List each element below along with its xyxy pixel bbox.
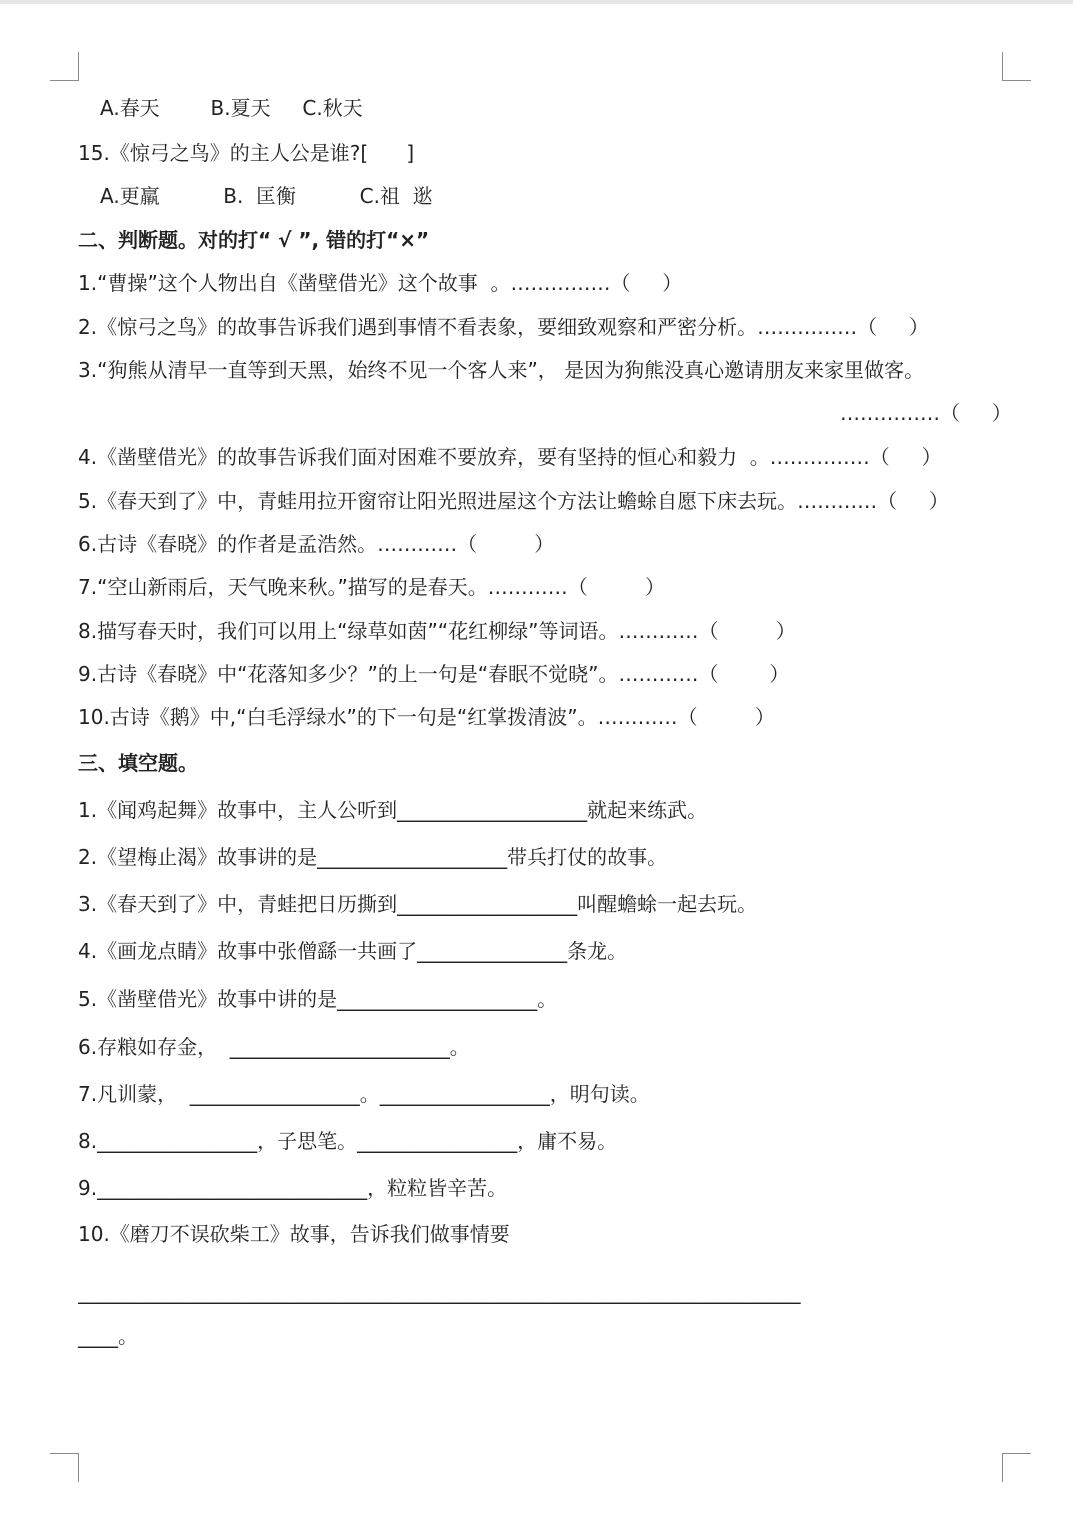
q15-question: 15.《惊弓之鸟》的主人公是谁?[ ] xyxy=(78,141,415,165)
fill-item-10: 10.《磨刀不误砍柴工》故事，告诉我们做事情要 xyxy=(78,1222,510,1246)
judge-item-1: 1.“曹操”这个人物出自《凿壁借光》这个故事 。……………（ ） xyxy=(78,271,683,295)
fill-item-4: 4.《画龙点睛》故事中张僧繇一共画了_______________条龙。 xyxy=(78,939,628,963)
fill-item-2: 2.《望梅止渴》故事讲的是___________________带兵打仗的故事。 xyxy=(78,845,668,869)
fill-item-5: 5.《凿壁借光》故事中讲的是____________________。 xyxy=(78,987,558,1011)
judge-item-10: 10.古诗《鹅》中,“白毛浮绿水”的下一句是“红掌拨清波”。…………（ ） xyxy=(78,705,775,729)
fill-item-8: 8.________________，子思笔。________________，庸不易。 xyxy=(78,1129,618,1153)
q15-options: A.更羸 B. 匡衡 C.祖 逖 xyxy=(100,184,433,208)
fill-item-10-answer-line: ____________________________________________________________________________ xyxy=(78,1280,800,1304)
fill-item-3: 3.《春天到了》中，青蛙把日历撕到__________________叫醒蟾蜍一起去玩。 xyxy=(78,892,758,916)
judge-item-3: 3.“狗熊从清早一直等到天黑，始终不见一个客人来”， 是因为狗熊没真心邀请朋友来家里做客。 xyxy=(78,358,925,382)
fill-item-10-answer-tail: ____。 xyxy=(78,1324,138,1348)
fill-item-7: 7.凡训蒙， _________________。_________________，明句读。 xyxy=(78,1082,650,1106)
fill-item-1: 1.《闻鸡起舞》故事中，主人公听到___________________就起来练武。 xyxy=(78,798,708,822)
crop-mark-bottom-right xyxy=(1002,1453,1031,1482)
judge-item-4: 4.《凿壁借光》的故事告诉我们面对困难不要放弃，要有坚持的恒心和毅力 。……………（ ） xyxy=(78,445,942,469)
section2-heading: 二、判断题。对的打“ √ ”, 错的打“×” xyxy=(78,228,430,252)
top-edge-bar xyxy=(0,0,1073,4)
crop-mark-top-right xyxy=(1002,52,1031,81)
judge-item-8: 8.描写春天时，我们可以用上“绿草如茵”“花红柳绿”等词语。…………（ ） xyxy=(78,619,796,643)
judge-item-7: 7.“空山新雨后，天气晚来秋。”描写的是春天。…………（ ） xyxy=(78,575,666,599)
crop-mark-top-left xyxy=(50,52,79,81)
fill-item-6: 6.存粮如存金， ______________________。 xyxy=(78,1035,470,1059)
judge-item-2: 2.《惊弓之鸟》的故事告诉我们遇到事情不看表象，要细致观察和严密分析。……………（ ） xyxy=(78,315,929,339)
section3-heading: 三、填空题。 xyxy=(78,751,198,775)
fill-item-9: 9.___________________________，粒粒皆辛苦。 xyxy=(78,1176,508,1200)
crop-mark-bottom-left xyxy=(50,1453,79,1482)
judge-item-3-bracket: ……………（ ） xyxy=(840,401,1012,425)
judge-item-5: 5.《春天到了》中，青蛙用拉开窗帘让阳光照进屋这个方法让蟾蜍自愿下床去玩。…………（ ） xyxy=(78,489,949,513)
judge-item-6: 6.古诗《春晓》的作者是孟浩然。…………（ ） xyxy=(78,532,555,556)
judge-item-9: 9.古诗《春晓》中“花落知多少？”的上一句是“春眠不觉晓”。…………（ ） xyxy=(78,662,790,686)
q14-options: A.春天 B.夏天 C.秋天 xyxy=(100,96,363,120)
